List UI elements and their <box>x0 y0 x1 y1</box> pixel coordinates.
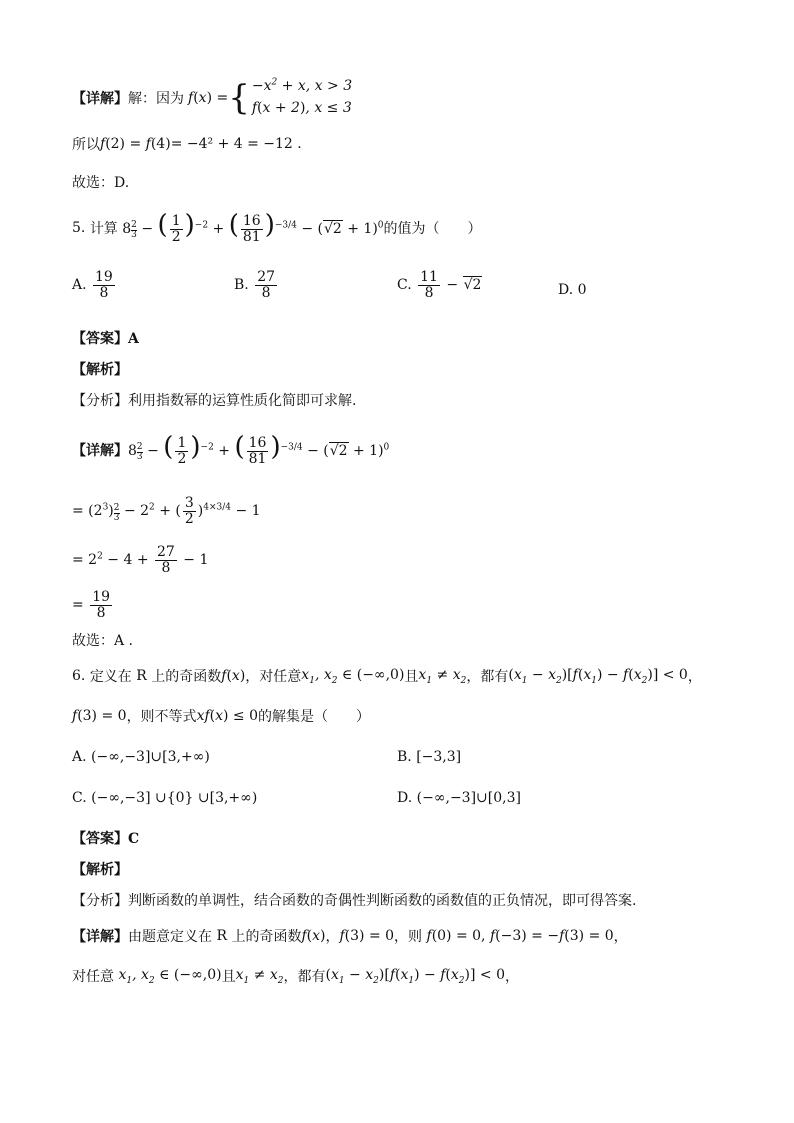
q6-text: ，对任意 <box>245 669 302 685</box>
analysis-title: 【解析】 <box>72 362 128 378</box>
detail-intro: 解：因为 <box>128 90 184 107</box>
q6-detail-text: 由题意定义在 <box>128 929 212 945</box>
q6-choice-d <box>397 790 521 806</box>
q6-text: ，都有 <box>466 669 509 685</box>
answer-text: 【答案】A <box>72 331 139 347</box>
choice-label: C. <box>397 277 412 294</box>
choose-text: 故选：A . <box>72 633 134 649</box>
q5-step-3: = $\frac{19}{8}$ <box>72 589 111 621</box>
q5-stem-suffix: 的值为（ ） <box>383 221 482 238</box>
detail-tag: 【详解】 <box>72 443 128 460</box>
q5-choice-a <box>72 270 117 300</box>
q5-choice-b <box>234 270 279 300</box>
q6-detail-text: 对任意 <box>72 969 114 985</box>
q6-analysis <box>72 890 636 910</box>
detail-tag: 【详解】 <box>72 90 128 107</box>
q5-choice-c <box>397 270 482 300</box>
q5-choice-d <box>558 282 587 298</box>
choice-label: B. <box>234 277 249 294</box>
choice-sqrt-term: − √2 <box>441 277 482 294</box>
q6-detail-text: 且 <box>221 969 236 985</box>
choice-text: [−3,3] <box>416 749 462 765</box>
choice-fraction <box>418 270 440 300</box>
q6-choice-b <box>397 749 461 765</box>
q5-expression: 8 $\frac{2}{3}$ − ( $\frac{1}{2}$ )$^{-2}$ + ( $\frac{16}{81}$ )$^{-3/4} - (√2 + 1)^0$ <box>117 210 384 245</box>
piecewise-cases: $-x^2 + x$, x > 3 f(x + 2), x ≤ 3 <box>251 77 353 116</box>
q6-detail-text: ，都有 <box>283 969 326 985</box>
denominator: 8 <box>99 284 109 301</box>
q6-choice-c <box>72 790 257 806</box>
q5-step-1: = $(2^3)$ $\frac{2}{3}$ − $2^2$ + ( $\frac{3}{2}$ )$^{4\times 3/4}$ − 1 <box>72 495 261 527</box>
q5-answer <box>72 328 139 348</box>
q6-detail-line-2: 对任意 $x_1$, $x_2$ ∈ (−∞,0) 且 $x_1 \ne x_2$ ，都有 $(x_1 - x_2)[f(x_1) - f(x_2)] < 0$ ， <box>72 966 519 986</box>
q5-stem <box>72 212 482 244</box>
choice-label: A. <box>72 277 87 294</box>
q4-detail-line <box>72 76 352 119</box>
q6-text: 上的奇函数 <box>151 669 222 685</box>
q6-number: 6. <box>72 668 86 684</box>
choice-label: B. <box>397 749 412 765</box>
q6-analysis-title <box>72 859 128 879</box>
q5-detail-expression: 8 $\frac{2}{3}$ − ( $\frac{1}{2}$ )$^{-2}$ + ( $\frac{16}{81}$ )$^{-3/4} - (√2 + 1)^0$ <box>128 432 390 467</box>
q6-choice-a <box>72 749 210 765</box>
choice-fraction <box>93 270 115 300</box>
choice-text: (−∞,−3]∪[0,3] <box>416 790 521 806</box>
q5-stem-prefix: 计算 <box>89 221 118 238</box>
q5-step-2: = $2^2 - 4$ + $\frac{27}{8}$ − 1 <box>72 544 209 576</box>
analysis-text: 【分析】利用指数幂的运算性质化简即可求解. <box>72 393 357 409</box>
choice-label: D. <box>558 282 574 298</box>
numerator: 27 <box>257 269 276 285</box>
q5-number: 5. <box>72 220 86 237</box>
choose-text: 故选：D. <box>72 175 130 191</box>
q6-text: 的解集是（ ） <box>258 709 371 725</box>
q5-detail-line <box>72 434 389 466</box>
choice-text: 0 <box>577 282 587 298</box>
q4-so-line <box>72 134 302 154</box>
denominator: 8 <box>261 284 271 301</box>
denominator: 8 <box>424 284 434 301</box>
q6-stem-line-1: 6. 定义在 R 上的奇函数 f(x) ，对任意 $x_1$, $x_2$ ∈ (−∞,0) 且 $x_1 \ne x_2$ ，都有 $(x_1 - x_2)[f(x_1) - f(x_2)] < 0$ ， <box>72 666 702 686</box>
choice-label: D. <box>397 790 413 806</box>
choice-fraction <box>255 270 277 300</box>
numerator: 11 <box>420 269 438 285</box>
choice-label: C. <box>72 790 87 806</box>
q6-text: 定义在 <box>89 669 132 685</box>
q6-stem-line-2: f(3) = 0 ，则不等式 xf(x) ≤ 0 的解集是（ ） <box>72 708 371 725</box>
q6-detail-line-1: 【详解】 由题意定义在 R 上的奇函数 f(x) ， f(3) = 0 ，则 f(0) = 0, f(−3) = −f(3) = 0 ， <box>72 928 628 945</box>
analysis-title: 【解析】 <box>72 862 128 878</box>
numerator: 19 <box>95 269 113 285</box>
q6-detail-text: ，则 <box>394 929 423 945</box>
answer-text: 【答案】C <box>72 831 140 847</box>
choice-label: A. <box>72 749 87 765</box>
q5-choose <box>72 630 133 650</box>
analysis-text: 【分析】判断函数的单调性，结合函数的奇偶性判断函数的函数值的正负情况，即可得答案. <box>72 893 637 909</box>
q5-analysis <box>72 390 356 410</box>
choice-text: (−∞,−3] ∪{0} ∪[3,+∞) <box>91 790 258 806</box>
q6-answer <box>72 828 139 848</box>
q6-text: 且 <box>404 669 419 685</box>
q6-detail-text: 上的奇函数 <box>231 929 302 945</box>
piecewise-brace: { <box>228 77 250 118</box>
piecewise-function: f(x) = <box>188 89 229 106</box>
f2-expression: f(2) = f(4) <box>100 136 171 152</box>
choice-text: (−∞,−3]∪[3,+∞) <box>91 749 210 765</box>
detail-tag: 【详解】 <box>72 929 128 945</box>
q5-analysis-title <box>72 359 128 379</box>
q4-choose <box>72 172 129 192</box>
q6-text: ，则不等式 <box>126 709 197 725</box>
so-label: 所以 <box>72 137 100 153</box>
f2-result: = −4² + 4 = −12 . <box>170 136 302 152</box>
